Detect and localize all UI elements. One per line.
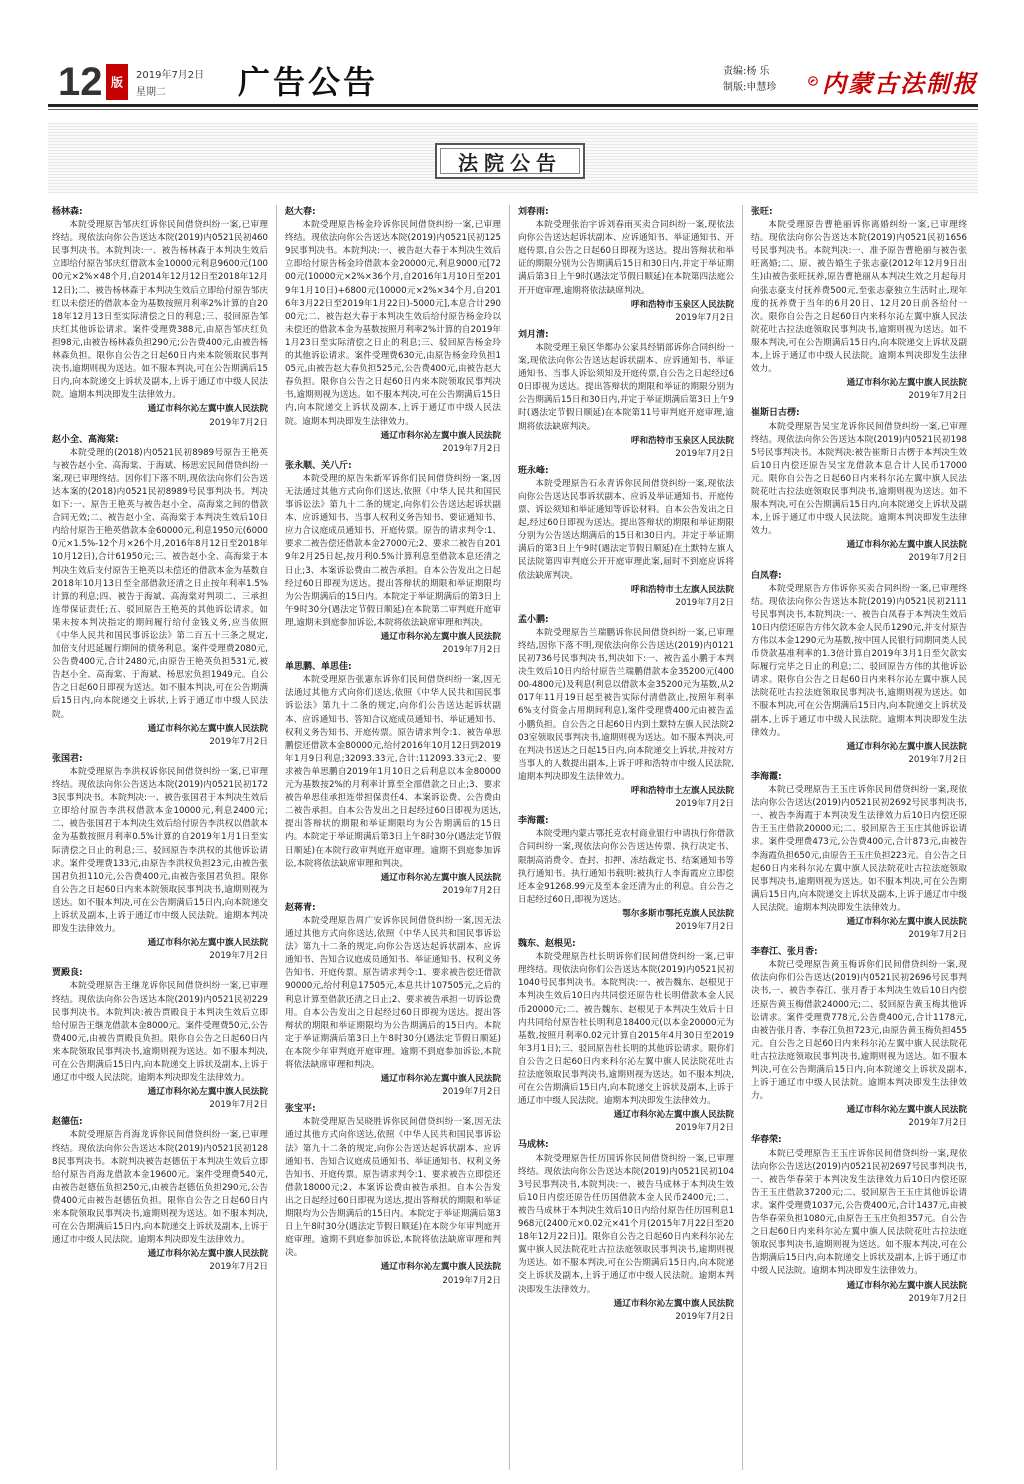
notice-court-name: 通辽市科尔沁左翼中旗人民法院 [147,1087,268,1098]
notice-date: 2019年7月2日 [908,1293,967,1304]
notice-body: 本院受理原告王继龙诉你民间借贷纠纷一案,已审理终结。现依法向你公告送达本院(2019)内0521民初229民事判决书。本院判决:被告贾殿良于本判决生效后立即给付原告王继龙借款本金8000元。案件受理费50元,公告费400元,由被告贾殿良负担。限你自公告之日起60日内来本院领取民事判决书,逾期则视为送达。如不服本判决,可在公告期满后15日内,向本院递交上诉状及副本,上诉于通辽市中级人民法院。逾期本判决即发生法律效力。 [52,981,268,1084]
notice-date: 2019年7月2日 [442,443,501,454]
court-notice [52,206,268,430]
notice-addressee: 李春江、张月香: [751,947,818,958]
notice-addressee: 白凤春: [751,570,782,581]
notice-court-name: 通辽市科尔沁左翼中旗人民法院 [846,916,967,927]
court-notice [285,661,501,898]
notice-court-name: 呼和浩特市玉泉区人民法院 [630,299,734,310]
column-divider [742,205,743,1470]
notice-body: 本院受理原告张憲东诉你们民间借贷纠纷一案,因无法通过其他方式向你们送达,依照《中华人民共和国民事诉讼法》第九十二条的规定,向你们公告送达起诉状副本、应诉通知书、答知合议庭成员通知书、举证通知书、权利义务告知书、开庭传票。原告请求判令:1、被告单思鹏偿还借款本金80000元,给付2016年10月12日到2019年1月9日利息;32093.33元,合计:112093.33元;2、要求被告单思鹏自2019年1月10日之后利息以本金80000元为基数按2%的月利率计算至全部借款之日止;3、要求被告单思佳承担连带担保责任4、本案诉讼费、公告费由二被告承担。自本公告发出之日起经过60日即视为送达,提出答辩状的期限和举证期限均为公告期满后的15日内。本院定于举证期满后第3日上午8时30分(遇法定节假日顺延)在本院行政审判庭开庭审理。逾期不到庭参加诉讼,本院将依法缺席审理和判决。 [285,675,501,869]
issue-weekday: 星期二 [136,87,166,98]
notice-court-name: 通辽市科尔沁左翼中旗人民法院 [380,872,501,883]
notice-body: 本院受理原告兰瑞鹏诉你民间借贷纠纷一案,已审理终结,因你下落不明,现依法向你公告送达(2019)内0121民初736号民事判决书,判决如下:一、被告孟小鹏于本判决生效后10日内给付原告兰瑞鹏借款本金35200元(40000-4800元)及利息(利息以借款本金35200元为基数,从2017年11月19日起至被告实际付清借款止,按照年利率6%支付资金占用期间利息),案件受理费400元由被告孟小鹏负担。自公告之日起60日内到土默特左旗人民法院203室领取民事判决书,逾期则视为送达。如不服本判决,可在判决书送达之日起15日内,向本院递交上诉状,并按对方当事人的人数提出副本,上诉于呼和浩特市中级人民法院,逾期本判决即发生法律效力。 [518,627,734,782]
notice-body: 本院受理原告李洪权诉你民间借贷纠纷一案,已审理终结。现依法向你公告送达本院(2019)内0521民初1723民事判决书。本院判决:一、被告张国君于本判决生效后立即给付原告李洪权借款本金10000元,利息2400元;二、被告张国君于本判决生效后给付原告李洪权以借款本金为基数按照月利率0.5%计算的自2019年1月1日至实际清偿之日止的利息;三、驳回原告李洪权的其他诉讼请求。案件受理费133元,由原告李洪权负担23元,由被告张国君负担110元,公告费400元,由被告张国君负担。限你自公告之日起60日内来本院领取民事判决书,逾期则视为送达。如不服本判决,可在公告期满后15日内,向本院递交上诉状及副本,上诉于通辽市中级人民法院。逾期本判决即发生法律效力。 [52,766,268,935]
notice-body: 本院已受理原告王玉庄诉你民间借贷纠纷一案,现依法向你公告送达(2019)内0521民初2697号民事判决书,一、被告华春荣于本判决发生法律效力后10日内偿还原告王玉庄借款37200元;二、驳回原告王玉庄其他诉讼请求。案件受理费1037元,公告费400元,合计1437元,由被告华春荣负担1080元,由原告王玉庄负担357元。自公告之日起60日内来科尔沁左翼中旗人民法院花吐古拉法庭领取民事判决书,逾期则视为送达。如不服本判决,可在公告期满后15日内,向本院递交上诉状及副本,上诉于通辽市中级人民法院。逾期本判决即发生法律效力。 [751,1148,967,1277]
notice-court-name: 鄂尔多斯市鄂托克旗人民法院 [622,908,734,919]
notice-court-name: 呼和浩特市土左旗人民法院 [630,786,734,797]
notice-body: 本院受理内蒙古鄂托克农村商业银行申请执行你借款合同纠纷一案,现依法向你公告送达传票、执行决定书、限制高消费令、查封、扣押、冻结裁定书、结案通知书等执行通知书。执行通知书载明:被执行人李海霞应立即偿还本金91268.99元及至本金还清为止的利息。自公告之日起经过60日,即视为送达。 [518,829,734,905]
masthead-rule-thin [48,109,978,110]
notice-date: 2019年7月2日 [908,930,967,941]
notice-body: 本院受理原告周广安诉你民间借贷纠纷一案,因无法通过其他方式向你送达,依照《中华人民共和国民事诉讼法》第九十二条的规定,向你公告送达起诉状副本、应诉通知书、告知合议庭成员通知书、举证通知书、权利义务告知书、开庭传票。原告请求判令:1、要求被告偿还借款90000元,给付利息17505元,本息共计107505元,之后的利息计算至借款还清之日止;2、要求被告承担一切诉讼费用。自本公告发出之日起经过60日即视为送达。提出答辩状的期限和举证期限均为公告期满后的15日内。本院定于举证期满后第3日上午8时30分(遇法定节假日顺延)在本院少年审判庭开庭审理。逾期不到庭参加诉讼,本院将依法缺席审理和判决。 [285,915,501,1070]
notice-body: 本院已受理原告黄玉梅诉你们民间借贷纠纷一案,现依法向你们公告送达(2019)内0521民初2696号民事判决书,一、被告李春江、张月香于本判决生效后10日内偿还原告黄玉梅借款24000元;二、驳回原告黄玉梅其他诉讼请求。案件受理费778元,公告费400元,合计1178元,由被告张月香、李春江负担723元,由原告黄玉梅负担455元。自公告之日起60日内来科尔沁左翼中旗人民法院花吐古拉法庭领取民事判决书,逾期则视为送达。如不服本判决,可在公告期满后15日内,向本院递交上诉状及副本,上诉于通辽市中级人民法院。逾期本判决即发生法律效力。 [751,960,967,1102]
newspaper-logo [808,64,978,98]
notice-addressee: 贾殿良: [52,968,83,979]
editor-credit: 责编:杨 乐 [723,66,770,77]
column-4 [751,205,967,1475]
masthead-rule [48,104,978,107]
banner-title: 法院公告 [458,150,562,175]
notice-court-name: 通辽市科尔沁左翼中旗人民法院 [147,723,268,734]
court-notice [751,771,967,942]
notice-body: 本院受理原告吴宝龙诉你民间借贷纠纷一案,已审理终结。现依法向你公告送达本院(2019)内0521民初1985号民事判决书。本院判决:被告崔斯日古楞于本判决生效后10日内偿还原告吴宝龙借款本息合计人民币17000元。限你自公告之日起60日内来科尔沁左翼中旗人民法院花吐古拉法庭领取民事判决书,逾期则视为送达。如不服本判决,可在公告期满后15日内,向本院递交上诉状及副本,上诉于通辽市中级人民法院。逾期本判决即发生法律效力。 [751,421,967,537]
producer-credit: 制版:申慧珍 [723,82,777,93]
court-notice [751,1134,967,1305]
notice-body: 本院受理原告肖海龙诉你民间借贷纠纷一案,已审理终结。现依法向你公告送达本院(2019)内0521民初1288民事判决书。本院判决被告赵德伍于本判决生效后立即给付原告肖海龙借款本金19600元。案件受理费540元,由被告赵德伍负担250元,由被告赵德伍负担290元,公告费400元由被告赵德伍负担。限你自公告之日起60日内来本院领取民事判决书,逾期则视为送达。如不服本判决,可在公告期满后15日内,向本院递交上诉状及副本,上诉于通辽市中级人民法院。逾期本判决即发生法律效力。 [52,1130,268,1246]
notice-court-name: 通辽市科尔沁左翼中旗人民法院 [380,632,501,642]
court-notice [518,465,734,610]
notice-addressee: 马成林: [518,1140,549,1151]
notice-addressee: 崔斯日古楞: [751,408,800,419]
notice-court-name: 通辽市科尔沁左翼中旗人民法院 [846,1105,967,1116]
court-notice [52,753,268,964]
issue-date-block [136,67,204,101]
section-title: 广告公告 [238,63,379,101]
notice-body: 本院已受理原告王玉庄诉你民间借贷纠纷一案,现依法向你公告送达(2019)内0521民初2692号民事判决书,一、被告李海霞于本判决发生法律效力后10日内偿还原告王玉庄借款20000元;二、驳回原告王玉庄其他诉讼请求。案件受理费473元,公告费400元,合计873元,由被告李海霞负担650元,由原告王玉庄负担223元。自公告之日起60日内来科尔沁左翼中旗人民法院花吐古拉法庭领取民事判决书,逾期则视为送达。如不服本判决,可在公告期满后15日内,向本院递交上诉状及副本,上诉于通辽市中级人民法院。逾期本判决即发生法律效力。 [751,785,967,913]
logo-swirl-icon [808,68,818,94]
court-notice [751,407,967,565]
notice-court-name: 通辽市科尔沁左翼中旗人民法院 [846,1280,967,1291]
staff-credits [723,64,776,96]
court-notice [518,938,734,1135]
notice-body: 本院受理原告石永青诉你民间借贷纠纷一案,现依法向你公告送达民事诉状副本、应诉及举证通知书、开庭传票、诉讼须知和举证通知等诉讼材料。自本公告发出之日起,经过60日即视为送达。提出答辩状的期限和举证期限分别为公告送达期满后的15日和30日内。并定于举证期满后的第3日上午9时(遇法定节假日顺延)在土默特左旗人民法院第四审判庭公开开庭审理此案,届时不到庭应诉将依法缺席判决。 [518,478,734,581]
notice-addressee: 华春荣: [751,1135,782,1146]
court-notice [518,206,734,325]
court-notice [518,614,734,811]
notice-addressee: 孟小鹏: [518,614,549,625]
notice-body: 本院受理张治宇诉刘春雨买卖合同纠纷一案,现依法向你公告送达起诉状副本、应诉通知书、举证通知书、开庭传票,自公告之日起60日即视为送达。提出答辩状和举证的期限分别为公告期满后15日和30日内,并定于举证期满后第3日上午9时(遇法定节假日顺延)在本院第四法庭公开开庭审理,逾期将依法缺席判决。 [518,220,734,296]
notice-court-name: 通辽市科尔沁左翼中旗人民法院 [846,741,967,752]
notice-addressee: 赵小全、高海棠: [52,434,119,445]
issue-date: 2019年7月2日 [136,70,205,81]
notice-court-name: 通辽市科尔沁左翼中旗人民法院 [846,378,967,389]
column-divider [276,205,277,1470]
notice-addressee: 张国君: [52,753,83,764]
newspaper-name: 内蒙古法制报 [822,68,978,98]
notice-court-name: 通辽市科尔沁左翼中旗人民法院 [147,404,268,415]
column-3 [518,205,734,1475]
notice-addressee: 张旺: [751,207,773,217]
notice-addressee: 杨林森: [52,207,83,217]
notice-court-name: 通辽市科尔沁左翼中旗人民法院 [613,1298,734,1309]
notice-addressee: 班永峰: [518,465,549,476]
notice-date: 2019年7月2日 [209,736,268,747]
notice-date: 2019年7月2日 [209,951,268,962]
notice-body: 本院受理原告杨金玲诉你民间借贷纠纷一案,已审理终结。现依法向你公告送达本院(2019)内0521民初1259民事判决书。本院判决:一、被告赵大春于本判决生效后立即给付原告杨金玲借款本金20000元,利息9000元[7200元(10000元×2%×36个月,自2016年1月10日至2019年1月10日)+6800元(10000元×2%×34个月,自2016年3月22日至2019年1月22日)-5000元],本息合计29000元;二、被告赵大春于本判决生效后给付原告杨金玲以未偿还的借款本金为基数按照月利率2%计算的自2019年1月23日至实际清偿之日止的利息;三、驳回原告杨金玲的其他诉讼请求。案件受理费630元,由原告杨金玲负担105元,由被告赵大春负担525元,公告费400元,由被告赵大春负担。限你自公告之日起60日内来本院领取民事判决书,逾期则视为送达。如不服本判决,可在公告期满后15日内,向本院递交上诉状及副本,上诉于通辽市中级人民法院。逾期本判决即发生法律效力。 [285,220,501,427]
masthead [48,62,978,106]
notice-body: 本院受理原告邹庆红诉你民间借贷纠纷一案,已审理终结。现依法向你公告送达本院(2019)内0521民初460民事判决书。本院判决:一、被告杨林森于本判决生效后立即给付原告邹庆红借款本金10000元利息9600元(10000元×2%×48个月,自2014年12月12日至2018年12月12日);二、被告杨林森于本判决生效后立即给付原告邹庆红以未偿还的借款本金为基数按照月利率2%计算的自2018年12月13日至实际清偿之日的利息;三、驳回原告邹庆红其他诉讼请求。案件受理费388元,由原告邹庆红负担98元,由被告杨林森负担290元;公告费400元,由被告杨林森负担。限你自公告之日起60日内来本院领取民事判决书,逾期则视为送达。如不服本判决,可在公告期满后15日内,向本院递交上诉状及副本,上诉于通辽市中级人民法院。逾期本判决即发生法律效力。 [52,220,268,401]
court-notice [751,946,967,1130]
notice-body: 本院受理原告吴晓胜诉你民间借贷纠纷一案,因无法通过其他方式向你送达,依照《中华人民共和国民事诉讼法》第九十二条的规定,向你公告送达起诉状副本、应诉通知书、告知合议庭成员通知书、举证通知书、权利义务告知书、开庭传票。原告请求判令:1、要求被告立即偿还借款18000元;2、本案诉讼费由被告承担。自本公告发出之日起经过60日即视为送达,提出答辩状的期限和举证期限均为公告期满后的15日内。本院定于举证期满后第3日上午8时30分(遇法定节假日顺延)在本院少年审判庭开庭审理。逾期不到庭参加诉讼,本院将依法缺席审理和判决。 [285,1117,501,1259]
notice-court-name: 通辽市科尔沁左翼中旗人民法院 [380,430,501,441]
notice-court-name: 通辽市科尔沁左翼中旗人民法院 [380,1074,501,1085]
notice-date: 2019年7月2日 [209,1100,268,1111]
notice-body: 本院受理王泉区华都办公家具经销部诉你合同纠纷一案,现依法向你公告送达起诉状副本、应诉通知书、举证通知书、当事人诉讼须知及开庭传票,自公告之日起经过60日即视为送达。提出答辩状的期限和举证的期限分别为公告期满后15日和30日内,并定于举证期满后第3日上午9时(遇法定节假日顺延)在本院第11号审判庭开庭审理,逾期将依法缺席判决。 [518,342,734,432]
column-1 [52,205,268,1475]
notice-date: 2019年7月2日 [675,448,734,459]
notice-columns [52,205,974,1475]
notice-date: 2019年7月2日 [209,1262,268,1273]
notice-court-name: 通辽市科尔沁左翼中旗人民法院 [613,1110,734,1121]
column-2 [285,205,501,1475]
notice-date: 2019年7月2日 [675,1311,734,1322]
notice-court-name: 通辽市科尔沁左翼中旗人民法院 [380,1262,501,1273]
notice-court-name: 通辽市科尔沁左翼中旗人民法院 [147,938,268,949]
notice-addressee: 单思鹏、单思佳: [285,662,352,673]
court-notice [518,815,734,934]
notice-date: 2019年7月2日 [675,921,734,932]
notice-date: 2019年7月2日 [442,645,501,656]
notice-addressee: 魏东、赵根见: [518,939,576,950]
notice-body: 本院受理的原告朱新军诉你们民间借贷纠纷一案,因无法通过其他方式向你们送达,依照《中华人民共和国民事诉讼法》第九十二条的规定,向你们公告送达起诉状副本、应诉通知书、当事人权利义务告知书、要证通知书、应力合议庭成员通知书、开庭传票。原告的请求判令:1、要求二被告偿还借款本金27000元;2、要求二被告自2019年2月25日起,按月利0.5%计算利息至借款本息还清之日止;3、本案诉讼费由二被告承担。自本公告发出之日起经过60日即视为送达。提出答辩状的期限和举证期限均为公告期满后的15日内。本院定于举证期满后的第3日上午9时30分(遇法定节假日顺延)在本院第二审判庭开庭审理,逾期未到庭参加诉讼,本院将依法缺席审理和判决。 [285,473,501,628]
edition-label: 版 [106,64,128,100]
notice-date: 2019年7月2日 [908,391,967,402]
notice-date: 2019年7月2日 [675,312,734,323]
notice-addressee: 李海霞: [518,816,549,827]
notice-court-name: 呼和浩特市玉泉区人民法院 [630,435,734,446]
court-notice [52,967,268,1112]
notice-date: 2019年7月2日 [675,1123,734,1134]
notice-date: 2019年7月2日 [908,553,967,564]
notice-date: 2019年7月2日 [442,1275,501,1286]
notice-body: 本院受理原告任历国诉你民间借贷纠纷一案,已审理终结。现依法向你公告送达本院(2019)内0521民初1043号民事判决书,本院判决:一、被告马成林于本判决生效后10日内偿还原告任历国借款本金人民币2400元;二、被告马成林于本判决生效后10日内给付原告任历国利息1968元(2400元×0.02元×41个月(2015年7月22日至2018年12月22日)]。限你自公告之日起60日内来科尔沁左翼中旗人民法院花吐古拉法庭领取民事判决书,逾期则视为送达。如不服本判决,可在公告期满后15日内,向本院递交上诉状及副本,上诉于通辽市中级人民法院。逾期本判决即发生法律效力。 [518,1153,734,1295]
notice-addressee: 张宝平: [285,1104,316,1115]
notice-date: 2019年7月2日 [442,1087,501,1098]
court-notice [285,460,501,657]
notice-addressee: 张永顺、关八斤: [285,460,352,471]
notice-addressee: 刘春雨: [518,207,549,217]
notice-addressee: 李海霞: [751,771,782,782]
notice-court-name: 通辽市科尔沁左翼中旗人民法院 [147,1249,268,1260]
court-notice [285,1103,501,1287]
notice-date: 2019年7月2日 [442,885,501,896]
court-notice [518,1139,734,1323]
notice-body: 本院受理原告曹艳丽诉你离婚纠纷一案,已审理终结。现依法向你公告送达本院(2019)内0521民初1656号民事判决书。本院判决:一、准予原告曹艳丽与被告张旺离婚;二、原、被告婚生子张志豪(2012年12月9日出生)由被告张旺抚养,原告曹艳丽从本判决生效之月起每月向张志豪支付抚养费500元,至张志豪独立生活时止,现年度的抚养费于当年的6月20日、12月20日前各给付一次。限你自公告之日起60日内来科尔沁左翼中旗人民法院花吐古拉法庭领取民事判决书,逾期则视为送达。如不服本判决,可在公告期满后15日内,向本院递交上诉状及副本,上诉于通辽市中级人民法院。逾期本判决即发生法律效力。 [751,220,967,375]
notice-court-name: 通辽市科尔沁左翼中旗人民法院 [846,540,967,551]
notice-date: 2019年7月2日 [209,417,268,428]
notice-date: 2019年7月2日 [675,597,734,608]
notice-addressee: 赵蒋青: [285,902,316,913]
notice-body: 本院受理原告方伟诉你买卖合同纠纷一案,已审理终结。现依法向你公告送达本院(2019)内0521民初2111号民事判决书,本院判决:一、被告白凤春于本判决生效后10日内偿还原告方伟欠款本金人民币1290元,并支付原告方伟以本金1290元为基数,按中国人民银行同期同类人民币贷款基准利率的1.3倍计算自2019年3月1日至欠款实际履行完毕之日止的利息;二、驳回原告方伟的其他诉讼请求。限你自公告之日起60日内来科尔沁左翼中旗人民法院花吐古拉法庭领取民事判决书,逾期则视为送达。如不服本判决,可在公告期满后15日内,向本院递交上诉状及副本,上诉于通辽市中级人民法院。逾期本判决即发生法律效力。 [751,583,967,738]
notice-date: 2019年7月2日 [908,754,967,765]
court-notice [285,206,501,456]
court-notice [285,902,501,1099]
notice-body: 本院受理的(2018)内0521民初8989号原告王艳英与被告赵小全、高海棠、于海斌、杨思宏民间借贷纠纷一案,现已审理终结。因你们下落不明,现依法向你们公告送达本案的(2018)内0521民初8989号民事判决书。判决如下:一、原告王艳英与被告赵小全、高海棠之间的借款合同无效;二、被告赵小全、高海棠于本判决生效后10日内给付原告王艳英借款本金60000元,利息1950元(60000元×1.5%-12个月×26个月,2016年8月12日至2018年10月12日),合计61950元;三、被告赵小全、高海棠于本判决生效后支付原告王艳英以未偿还的借款本金为基数自2018年10月13日至全部借款还清之日止按年利率1.5%计算的利息;四、被告于海斌、高海棠对判项二、三承担连带保证责任;五、驳回原告王艳英的其他诉讼请求。如果未按本判决指定的期间履行给付金钱义务,应当依照《中华人民共和国民事诉讼法》第二百五十三条之规定,加倍支付迟延履行期间的债务利息。案件受理费2080元,公告费400元,合计2480元,由原告王艳英负担531元,被告赵小全、高海棠、于海斌、杨思宏负担1949元。自公告之日起60日即视为送达。如不服本判决,可在公告期满后15日内,向本院递交上诉状,上诉于通辽市中级人民法院。 [52,447,268,720]
notice-addressee: 赵德伍: [52,1117,83,1128]
court-notice [751,206,967,403]
page-number: 12 [58,60,103,104]
notice-court-name: 呼和浩特市土左旗人民法院 [630,584,734,595]
court-notice [52,1116,268,1274]
section-banner [435,143,585,179]
notice-addressee: 刘月清: [518,329,549,340]
court-notice [52,434,268,749]
notice-addressee: 赵大春: [285,207,316,217]
notice-body: 本院受理原告杜长明诉你们民间借贷纠纷一案,已审理终结。现依法向你们公告送达本院(2019)内0521民初1040号民事判决书。本院判决:一、被告魏东、赵根见于本判决生效后10日内共同偿还原告杜长明借款本金人民币20000元;二、被告魏东、赵根见于本判决生效后十日内共同给付原告杜长明利息18400元(以本金20000元为基数,按照月利率0.02元计算自2015年4月30日至2019年3月1日);三、驳回原告杜长明的其他诉讼请求。限你们自公告之日起60日内来科尔沁左翼中旗人民法院花吐古拉法庭领取民事判决书,逾期则视为送达。如不服本判决,可在公告期满后15日内,向本院递交上诉状及副本,上诉于通辽市中级人民法院。逾期本判决即发生法律效力。 [518,952,734,1107]
notice-date: 2019年7月2日 [908,1118,967,1129]
court-notice [751,570,967,767]
column-divider [509,205,510,1470]
court-notice [518,329,734,461]
notice-date: 2019年7月2日 [675,799,734,810]
